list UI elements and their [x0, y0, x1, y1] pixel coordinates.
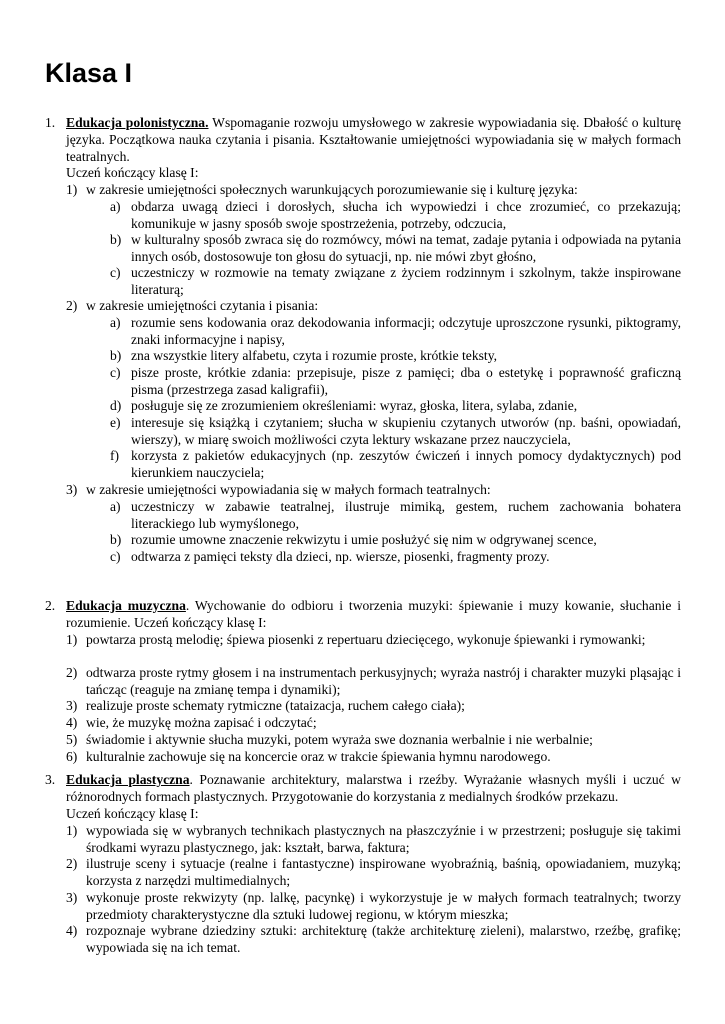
section-2-intro-text: . Wychowanie do odbioru i tworzenia muzyki: śpiewanie i muzy kowanie, słuchanie i rozumienie. Uczeń kończący klasę I:: [66, 598, 681, 630]
section-3-intro-text: . Poznawanie architektury, malarstwa i rzeźby. Wyrażanie własnych myśli i uczuć w różnorodnych formach plastycznych. Przygotowanie do korzystania z medialnych środków przekazu.: [66, 772, 681, 804]
list-item: realizuje proste schematy rytmiczne (tataizacja, ruchem całego ciała);: [86, 698, 465, 713]
section-2-intro: [66, 598, 681, 632]
page-title: Klasa I: [45, 58, 133, 88]
list-item: rozumie sens kodowania oraz dekodowania informacji; odczytuje uproszczone rysunki, piktogramy, znaki informacyjne i napisy,: [131, 315, 681, 347]
list-item-number: 1): [66, 632, 78, 647]
section-1-number: 1.: [45, 115, 56, 130]
list-item-number: 3): [66, 698, 78, 713]
section-2-heading: Edukacja muzyczna: [66, 598, 186, 613]
list-item-label: c): [110, 365, 121, 380]
section-3-number: 3.: [45, 772, 56, 787]
list-item-number: 2): [66, 856, 78, 871]
list-item-number: 4): [66, 923, 78, 938]
section-1-intro: [66, 115, 681, 165]
s1-group-1-number: 1): [66, 182, 78, 197]
list-item-number: 3): [66, 890, 78, 905]
list-item: wie, że muzykę można zapisać i odczytać;: [86, 715, 317, 730]
list-item: interesuje się książką i czytaniem; słucha w skupieniu czytanych utworów (np. baśni, opowiadań, wierszy), w miarę swoich możliwości czyta lektury wskazane przez nauczyciela,: [131, 415, 681, 447]
section-1-heading: Edukacja polonistyczna.: [66, 115, 209, 130]
section-3-intro: [66, 772, 681, 806]
s1-group-3-number: 3): [66, 482, 78, 497]
list-item: rozumie umowne znaczenie rekwizytu i umie posłużyć się nim w odgrywanej scence,: [131, 532, 597, 547]
list-item: uczestniczy w rozmowie na tematy związane z życiem rodzinnym i szkolnym, także inspirowane literaturą;: [131, 265, 681, 297]
s1-group-2-text: w zakresie umiejętności czytania i pisania:: [86, 298, 319, 313]
s1-group-3-text: w zakresie umiejętności wypowiadania się w małych formach teatralnych:: [86, 482, 491, 497]
list-item-number: 1): [66, 823, 78, 838]
list-item-label: b): [110, 348, 122, 363]
list-item: odtwarza z pamięci teksty dla dzieci, np. wiersze, piosenki, fragmenty prozy.: [131, 549, 550, 564]
list-item-number: 2): [66, 665, 78, 680]
list-item: świadomie i aktywnie słucha muzyki, potem wyraża swe doznania werbalnie i nie werbalnie;: [86, 732, 593, 747]
list-item-label: a): [110, 499, 121, 514]
list-item-number: 6): [66, 749, 78, 764]
list-item-label: a): [110, 199, 121, 214]
list-item-label: f): [110, 448, 120, 463]
list-item: odtwarza proste rytmy głosem i na instrumentach perkusyjnych; wyraża nastrój i charakter muzyki pląsając i tańcząc (reaguje na zmianę tempa i dynamiki);: [86, 665, 681, 697]
list-item-label: d): [110, 398, 122, 413]
s1-group-2-number: 2): [66, 298, 78, 313]
list-item: pisze proste, krótkie zdania: przepisuje, pisze z pamięci; dba o estetykę i poprawność graficzną pisma (przestrzega zasad kaligrafii),: [131, 365, 681, 397]
list-item-number: 4): [66, 715, 78, 730]
list-item: zna wszystkie litery alfabetu, czyta i rozumie proste, krótkie teksty,: [131, 348, 498, 363]
section-3-heading: Edukacja plastyczna: [66, 772, 190, 787]
list-item: korzysta z pakietów edukacyjnych (np. zeszytów ćwiczeń i innych pomocy dydaktycznych) pod kierunkiem nauczyciela;: [131, 448, 681, 480]
list-item: obdarza uwagą dzieci i dorosłych, słucha ich wypowiedzi i chce zrozumieć, co przekazują; komunikuje w jasny sposób swoje spostrzeżenia, potrzeby, odczucia,: [131, 199, 681, 231]
list-item-label: b): [110, 232, 122, 247]
list-item: rozpoznaje wybrane dziedziny sztuki: architekturę (także architekturę zieleni), malarstwo, rzeźbę, grafikę; wypowiada się na ich temat.: [86, 923, 681, 955]
list-item: wykonuje proste rekwizyty (np. lalkę, pacynkę) i wykorzystuje je w małych formach teatralnych; tworzy przedmioty charakterystyczne dla sztuki ludowej regionu, w którym mieszka;: [86, 890, 681, 922]
list-item-label: e): [110, 415, 121, 430]
s1-group-1-text: w zakresie umiejętności społecznych warunkujących porozumiewanie się i kulturę języka:: [86, 182, 578, 197]
list-item: uczestniczy w zabawie teatralnej, ilustruje mimiką, gestem, ruchem zachowania bohatera literackiego lub wymyślonego,: [131, 499, 681, 531]
section-1-intro-text: Wspomaganie rozwoju umysłowego w zakresie wypowiadania się. Dbałość o kulturę języka. Początkowa nauka czytania i pisania. Kształtowanie umiejętności wypowiadania się w małych formach teatralnych.: [66, 115, 681, 164]
section-3-uczen: Uczeń kończący klasę I:: [66, 806, 199, 821]
list-item: w kulturalny sposób zwraca się do rozmówcy, mówi na temat, zadaje pytania i odpowiada na pytania innych osób, dostosowuje ton głosu do sytuacji, np. nie mówi zbyt głośno,: [131, 232, 681, 264]
list-item: kulturalnie zachowuje się na koncercie oraz w trakcie śpiewania hymnu narodowego.: [86, 749, 551, 764]
list-item-label: c): [110, 265, 121, 280]
list-item-number: 5): [66, 732, 78, 747]
list-item-label: c): [110, 549, 121, 564]
section-2-number: 2.: [45, 598, 56, 613]
list-item-label: a): [110, 315, 121, 330]
list-item-label: b): [110, 532, 122, 547]
list-item: powtarza prostą melodię; śpiewa piosenki z repertuaru dziecięcego, wykonuje śpiewanki i rymowanki;: [86, 632, 646, 647]
section-1-uczen: Uczeń kończący klasę I:: [66, 165, 199, 180]
list-item: posługuje się ze zrozumieniem określeniami: wyraz, głoska, litera, sylaba, zdanie,: [131, 398, 578, 413]
list-item: ilustruje sceny i sytuacje (realne i fantastyczne) inspirowane wyobraźnią, baśnią, opowiadaniem, muzyką; korzysta z narzędzi multimedialnych;: [86, 856, 681, 888]
list-item: wypowiada się w wybranych technikach plastycznych na płaszczyźnie i w przestrzeni; posługuje się takimi środkami wyrazu plastycznego, jak: kształt, barwa, faktura;: [86, 823, 681, 855]
